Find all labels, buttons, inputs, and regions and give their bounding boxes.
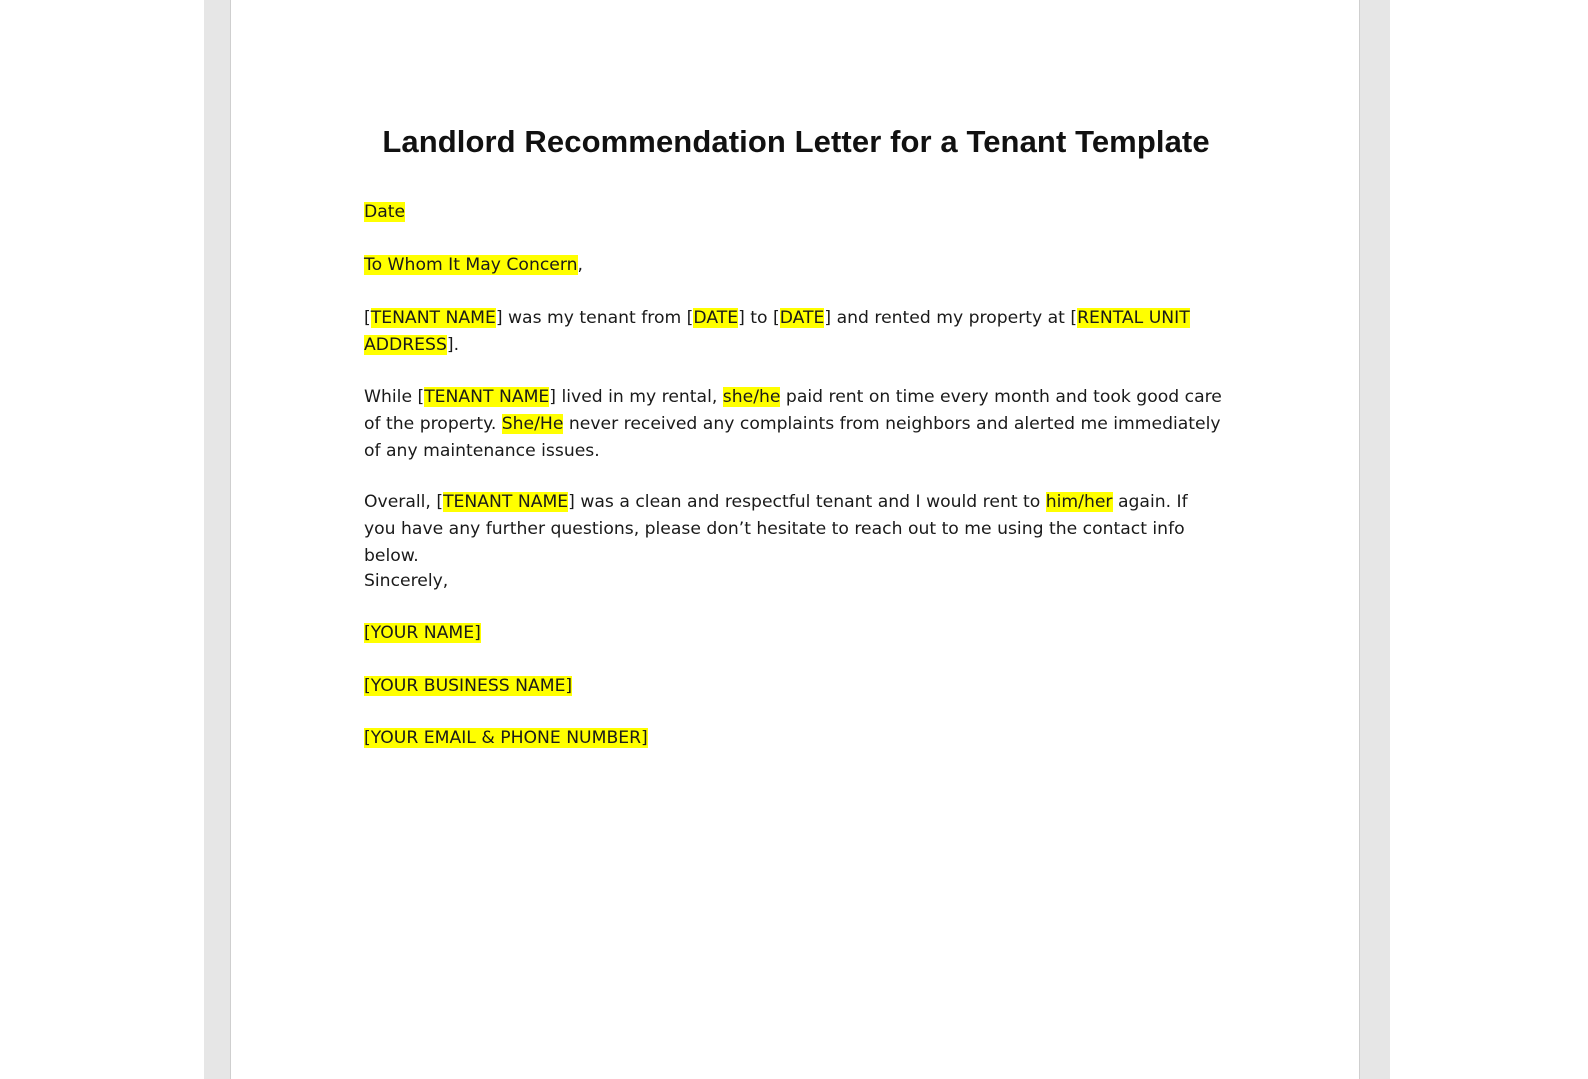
text-run: ] to [ [738,308,780,328]
text-run: ] and rented my property at [ [824,308,1078,328]
paragraph-tenancy [364,305,1224,359]
contact-placeholder: [YOUR EMAIL & PHONE NUMBER] [364,728,648,748]
end-date-placeholder: DATE [779,308,825,328]
text-run: While [ [364,387,425,407]
salutation-line [364,252,1224,279]
closing-line: Sincerely, [364,571,449,591]
business-name-placeholder: [YOUR BUSINESS NAME] [364,676,573,696]
signature-name-line [364,620,1224,647]
salutation-punct: , [577,255,583,275]
document-page[interactable] [230,0,1360,1079]
text-run: Overall, [ [364,492,444,512]
text-run: paid rent on time every month and took good care of the property. [364,387,1222,434]
tenant-name-placeholder: TENANT NAME [370,308,496,328]
document-title: Landlord Recommendation Letter for a Tenant Template [382,124,1210,159]
pronoun-placeholder: She/He [501,414,564,434]
text-run: again. If you have any further questions, please don’t hesitate to reach out to me using the contact info below. [364,492,1188,566]
tenant-name-placeholder: TENANT NAME [424,387,550,407]
text-run: ] lived in my rental, [549,387,723,407]
start-date-placeholder: DATE [693,308,739,328]
date-line [364,199,1224,226]
paragraph-overall [364,489,1224,570]
text-run: ] was my tenant from [ [495,308,694,328]
your-name-placeholder: [YOUR NAME] [364,623,481,643]
pronoun-placeholder: him/her [1045,492,1113,512]
date-placeholder: Date [364,202,406,222]
salutation-text: To Whom It May Concern [364,255,578,275]
paragraph-conduct [364,384,1224,465]
signature-contact-line [364,725,1224,752]
tenant-name-placeholder: TENANT NAME [443,492,569,512]
signature-business-line [364,673,1224,700]
pronoun-placeholder: she/he [722,387,781,407]
rental-address-placeholder: RENTAL UNIT ADDRESS [364,308,1190,355]
text-run: [ [364,308,371,328]
text-run: ] was a clean and respectful tenant and I would rent to [568,492,1046,512]
text-run: never received any complaints from neighbors and alerted me immediately of any maintenance issues. [364,414,1221,461]
text-run: ]. [446,335,460,355]
